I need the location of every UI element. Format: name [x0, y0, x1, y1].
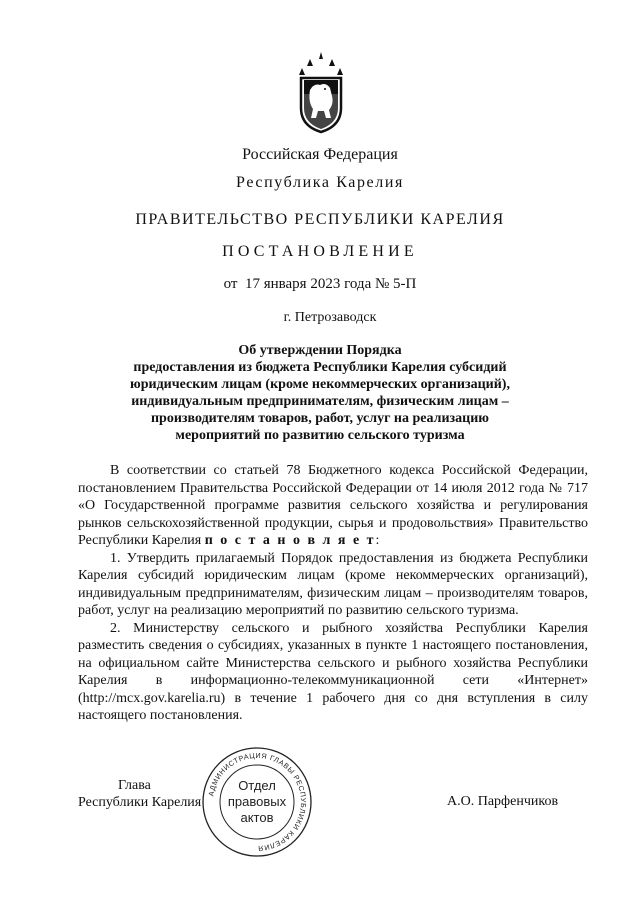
item-1-paragraph: 1. Утвердить прилагаемый Порядок предоставления из бюджета Республики Карелия субсидий юридическим лицам (кроме некоммерческих организаций), индивидуальным предпринимателям, физическим лицам – производителям товаров, работ, услуг на реализацию мероприятий по развитию сельского туризма. [78, 550, 588, 618]
document-date-number: от 17 января 2023 года № 5-П [223, 276, 417, 292]
document-type: ПОСТАНОВЛЕНИЕ [222, 243, 418, 260]
intro-paragraph [78, 462, 588, 550]
government-name: ПРАВИТЕЛЬСТВО РЕСПУБЛИКИ КАРЕЛИЯ [135, 211, 505, 228]
stamp-ring-text: АДМИНИСТРАЦИЯ ГЛАВЫ РЕСПУБЛИКИ КАРЕЛИЯ [206, 750, 309, 854]
document-city: г. Петрозаводск [283, 310, 377, 325]
intro-end: : [375, 533, 380, 548]
signatory-title-line2: Республики Карелия [78, 795, 202, 810]
stamp-line1: Отдел [238, 778, 276, 793]
document-title [90, 342, 550, 444]
country-name: Российская Федерация [242, 146, 398, 163]
signatory-title-line1: Глава [118, 778, 151, 793]
title-line: индивидуальным предпринимателям, физическим лицам – [131, 394, 509, 409]
decree-word: п о с т а н о в л я е т [204, 533, 376, 548]
stamp-line2: правовых [227, 794, 287, 809]
title-line: производителям товаров, работ, услуг на реализацию [150, 411, 490, 426]
signatory-name: А.О. Парфенчиков [447, 794, 559, 809]
item-2-paragraph: 2. Министерству сельского и рыбного хозяйства Республики Карелия разместить сведения о субсидиях, указанных в пункте 1 настоящего постановления, на официальном сайте Министерства сельского и рыбного хозяйства Республики Карелия в информационно-телекоммуникационной сети «Интернет» (http://mcx.gov.karelia.ru) в течение 1 рабочего дня со дня вступления в силу настоящего постановления. [78, 620, 588, 723]
document-body [78, 462, 588, 725]
stamp-line3: актов [240, 810, 274, 825]
title-line: мероприятий по развитию сельского туризма [175, 428, 465, 443]
karelia-coat-of-arms-icon [296, 50, 346, 134]
title-line: предоставления из бюджета Республики Карелия субсидий [133, 360, 507, 375]
signatory-title [78, 777, 201, 811]
title-line: Об утверждении Порядка [238, 343, 402, 358]
republic-name: Республика Карелия [236, 174, 404, 191]
intro-text: В соответствии со статьей 78 Бюджетного кодекса Российской Федерации, постановлением Правительства Российской Федерации от 14 июля 2012 года № 717 «О Государственной программе развития сельского хозяйства и регулирования рынков сельскохозяйственной продукции, сырья и продовольствия» Правительство Республики Карелия [78, 463, 588, 548]
legal-department-stamp [201, 746, 313, 858]
title-line: юридическим лицам (кроме некоммерческих организаций), [130, 377, 510, 392]
